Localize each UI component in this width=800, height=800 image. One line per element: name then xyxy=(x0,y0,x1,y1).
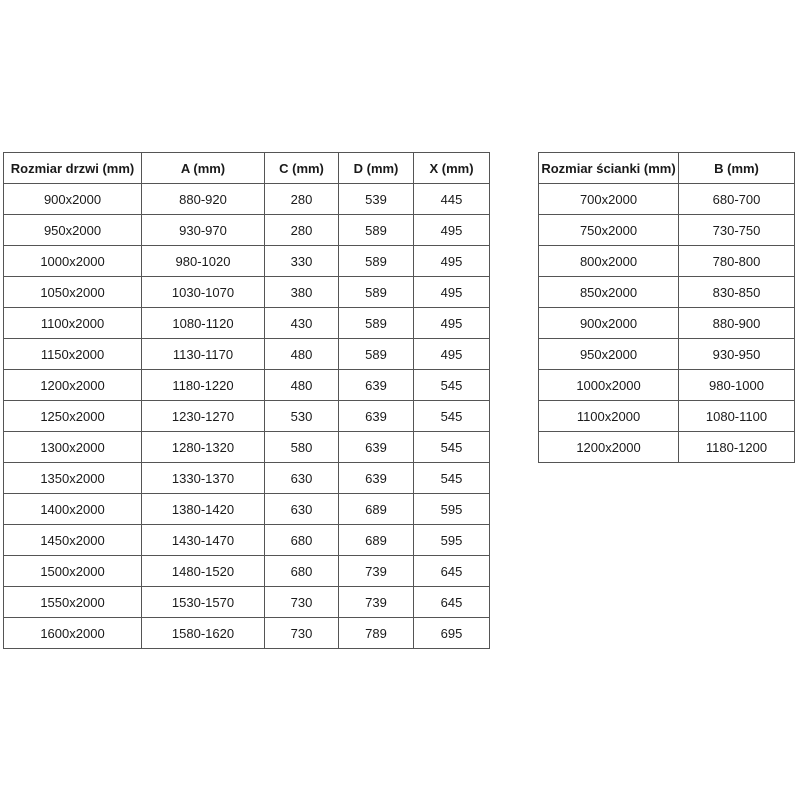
table-cell: 495 xyxy=(414,308,490,339)
column-header: Rozmiar ścianki (mm) xyxy=(539,153,679,184)
table-row xyxy=(539,184,795,215)
column-header: D (mm) xyxy=(339,153,414,184)
table-cell: 1100x2000 xyxy=(4,308,142,339)
table-cell: 680-700 xyxy=(679,184,795,215)
table-cell: 495 xyxy=(414,215,490,246)
table-cell: 1000x2000 xyxy=(539,370,679,401)
table-row xyxy=(539,401,795,432)
table-cell: 930-950 xyxy=(679,339,795,370)
table-row xyxy=(4,525,490,556)
table-cell: 495 xyxy=(414,277,490,308)
column-header: A (mm) xyxy=(142,153,265,184)
table-cell: 689 xyxy=(339,525,414,556)
table-cell: 730 xyxy=(265,618,339,649)
table-cell: 800x2000 xyxy=(539,246,679,277)
table-cell: 589 xyxy=(339,339,414,370)
table-cell: 480 xyxy=(265,370,339,401)
table-row xyxy=(4,370,490,401)
table-cell: 1400x2000 xyxy=(4,494,142,525)
column-header: C (mm) xyxy=(265,153,339,184)
table-row xyxy=(4,339,490,370)
table-cell: 589 xyxy=(339,215,414,246)
table-row xyxy=(4,246,490,277)
table-cell: 1180-1200 xyxy=(679,432,795,463)
table-row xyxy=(4,618,490,649)
table-cell: 930-970 xyxy=(142,215,265,246)
table-row xyxy=(539,246,795,277)
table-cell: 1430-1470 xyxy=(142,525,265,556)
table-row xyxy=(4,277,490,308)
table-cell: 495 xyxy=(414,339,490,370)
table-cell: 589 xyxy=(339,308,414,339)
table-cell: 445 xyxy=(414,184,490,215)
table-cell: 639 xyxy=(339,463,414,494)
door-sizes-table xyxy=(3,152,490,649)
table-cell: 589 xyxy=(339,246,414,277)
table-cell: 680 xyxy=(265,525,339,556)
table-cell: 595 xyxy=(414,525,490,556)
column-header: B (mm) xyxy=(679,153,795,184)
table-row xyxy=(539,432,795,463)
table-cell: 280 xyxy=(265,184,339,215)
table-cell: 639 xyxy=(339,370,414,401)
table-row xyxy=(539,215,795,246)
table-cell: 430 xyxy=(265,308,339,339)
table-cell: 750x2000 xyxy=(539,215,679,246)
table-cell: 1350x2000 xyxy=(4,463,142,494)
table-cell: 1300x2000 xyxy=(4,432,142,463)
table-cell: 630 xyxy=(265,494,339,525)
table-cell: 1130-1170 xyxy=(142,339,265,370)
table-cell: 680 xyxy=(265,556,339,587)
table-row xyxy=(539,308,795,339)
table-cell: 1030-1070 xyxy=(142,277,265,308)
table-cell: 639 xyxy=(339,401,414,432)
table-cell: 280 xyxy=(265,215,339,246)
table-cell: 1480-1520 xyxy=(142,556,265,587)
table-cell: 1050x2000 xyxy=(4,277,142,308)
table-cell: 1380-1420 xyxy=(142,494,265,525)
table-cell: 539 xyxy=(339,184,414,215)
table-cell: 695 xyxy=(414,618,490,649)
table-cell: 1330-1370 xyxy=(142,463,265,494)
table-cell: 980-1000 xyxy=(679,370,795,401)
table-cell: 1080-1100 xyxy=(679,401,795,432)
table-cell: 780-800 xyxy=(679,246,795,277)
table-row xyxy=(4,587,490,618)
table-cell: 1280-1320 xyxy=(142,432,265,463)
table-cell: 880-900 xyxy=(679,308,795,339)
table-cell: 900x2000 xyxy=(4,184,142,215)
wall-sizes-table xyxy=(538,152,795,463)
table-cell: 380 xyxy=(265,277,339,308)
table-cell: 730 xyxy=(265,587,339,618)
table-cell: 1230-1270 xyxy=(142,401,265,432)
table-row xyxy=(4,463,490,494)
table-cell: 645 xyxy=(414,587,490,618)
header-row xyxy=(4,153,490,184)
table-cell: 830-850 xyxy=(679,277,795,308)
table-cell: 1200x2000 xyxy=(539,432,679,463)
table-cell: 689 xyxy=(339,494,414,525)
table-cell: 545 xyxy=(414,463,490,494)
table-cell: 1200x2000 xyxy=(4,370,142,401)
table-cell: 495 xyxy=(414,246,490,277)
table-cell: 850x2000 xyxy=(539,277,679,308)
column-header: Rozmiar drzwi (mm) xyxy=(4,153,142,184)
table-cell: 1150x2000 xyxy=(4,339,142,370)
table-cell: 1530-1570 xyxy=(142,587,265,618)
table-cell: 739 xyxy=(339,556,414,587)
table-cell: 1250x2000 xyxy=(4,401,142,432)
table-cell: 789 xyxy=(339,618,414,649)
table-cell: 545 xyxy=(414,401,490,432)
table-row xyxy=(539,370,795,401)
table-cell: 530 xyxy=(265,401,339,432)
table-cell: 1000x2000 xyxy=(4,246,142,277)
table-cell: 950x2000 xyxy=(4,215,142,246)
table-cell: 580 xyxy=(265,432,339,463)
table-cell: 950x2000 xyxy=(539,339,679,370)
table-cell: 739 xyxy=(339,587,414,618)
table-cell: 1080-1120 xyxy=(142,308,265,339)
table-row xyxy=(4,401,490,432)
table-cell: 980-1020 xyxy=(142,246,265,277)
table-cell: 1100x2000 xyxy=(539,401,679,432)
table-cell: 545 xyxy=(414,370,490,401)
table-cell: 1500x2000 xyxy=(4,556,142,587)
table-cell: 1450x2000 xyxy=(4,525,142,556)
header-row xyxy=(539,153,795,184)
table-cell: 630 xyxy=(265,463,339,494)
column-header: X (mm) xyxy=(414,153,490,184)
table-cell: 730-750 xyxy=(679,215,795,246)
table-row xyxy=(4,308,490,339)
table-cell: 1600x2000 xyxy=(4,618,142,649)
table-cell: 480 xyxy=(265,339,339,370)
table-cell: 1550x2000 xyxy=(4,587,142,618)
table-cell: 1180-1220 xyxy=(142,370,265,401)
table-cell: 880-920 xyxy=(142,184,265,215)
table-cell: 900x2000 xyxy=(539,308,679,339)
table-cell: 700x2000 xyxy=(539,184,679,215)
table-cell: 645 xyxy=(414,556,490,587)
table-row xyxy=(539,339,795,370)
table-cell: 589 xyxy=(339,277,414,308)
table-cell: 545 xyxy=(414,432,490,463)
table-row xyxy=(4,494,490,525)
table-row xyxy=(4,432,490,463)
table-row xyxy=(4,556,490,587)
table-row xyxy=(4,184,490,215)
table-row xyxy=(4,215,490,246)
table-row xyxy=(539,277,795,308)
table-cell: 595 xyxy=(414,494,490,525)
table-cell: 639 xyxy=(339,432,414,463)
table-cell: 1580-1620 xyxy=(142,618,265,649)
table-cell: 330 xyxy=(265,246,339,277)
